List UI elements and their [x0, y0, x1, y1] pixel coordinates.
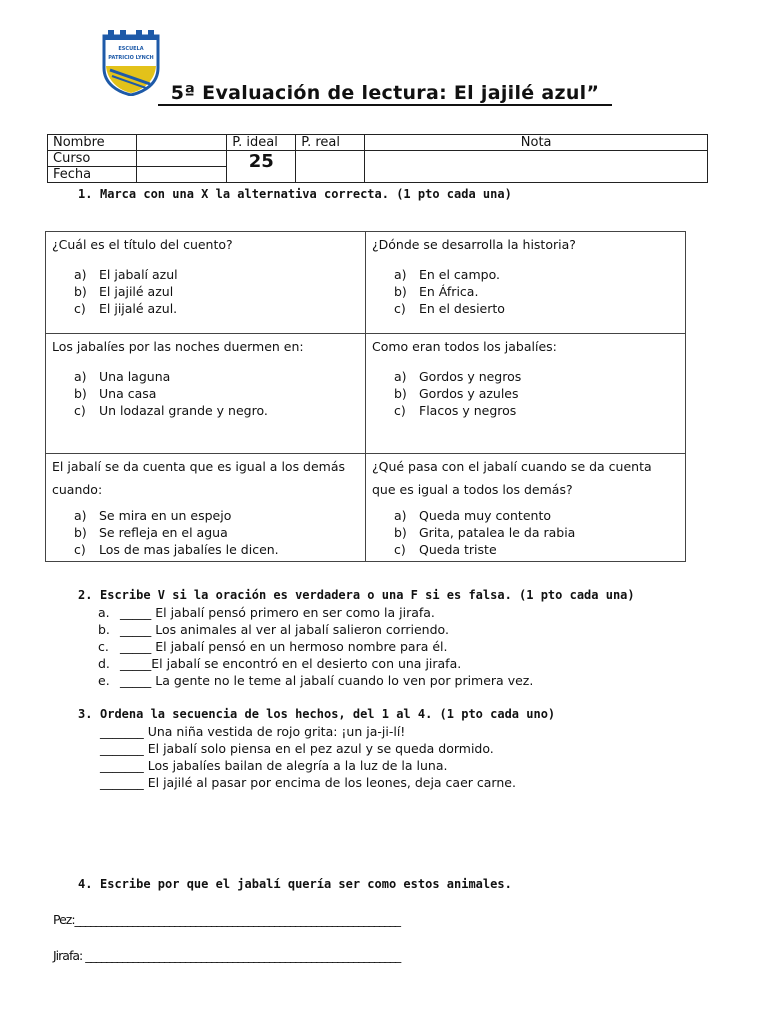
fecha-field[interactable] [137, 167, 227, 183]
pez-answer-line[interactable]: Pez:______________________________________________________________ [53, 912, 401, 927]
question-text: ¿Dónde se desarrolla la historia? [372, 237, 576, 252]
list-item[interactable]: _______ El jajilé al pasar por encima de los leones, deja caer carne. [100, 775, 516, 790]
option[interactable]: c) En el desierto [394, 301, 505, 316]
true-false-list [98, 604, 533, 689]
option[interactable]: b) El jajilé azul [74, 284, 174, 299]
option[interactable]: c) Queda triste [394, 542, 497, 557]
label-fecha: Fecha [48, 167, 137, 183]
option[interactable]: c) El jijalé azul. [74, 301, 178, 316]
option[interactable]: a) Se mira en un espejo [74, 508, 232, 523]
question-text: Los jabalíes por las noches duermen en: [52, 339, 304, 354]
curso-field[interactable] [137, 151, 227, 167]
student-info-table [47, 134, 708, 183]
section-1-text: Marca con una X la alternativa correcta. (1 pto cada una) [100, 187, 512, 201]
list-item[interactable]: d. _____El jabalí se encontró en el desierto con una jirafa. [98, 656, 462, 671]
question-text: ¿Cuál es el título del cuento? [52, 237, 233, 252]
section-1-heading [78, 187, 512, 201]
option[interactable]: a) Gordos y negros [394, 369, 522, 384]
real-score-field[interactable] [296, 151, 365, 183]
list-item[interactable]: _______ Una niña vestida de rojo grita: ¡un ja-ji-lí! [100, 724, 406, 739]
option[interactable]: b) Gordos y azules [394, 386, 519, 401]
option[interactable]: b) Se refleja en el agua [74, 525, 228, 540]
section-2-number: 2. [78, 588, 93, 602]
option[interactable]: a) Una laguna [74, 369, 171, 384]
question-text: El jabalí se da cuenta que es igual a los demás cuando: [52, 459, 346, 497]
section-2-heading [78, 588, 635, 602]
option[interactable]: c) Los de mas jabalíes le dicen. [74, 542, 279, 557]
question-cell [366, 334, 686, 454]
section-4-number: 4. [78, 877, 93, 891]
option[interactable]: b) Una casa [74, 386, 157, 401]
question-cell [46, 232, 366, 334]
section-3-text: Ordena la secuencia de los hechos, del 1 al 4. (1 pto cada uno) [100, 707, 556, 721]
section-3-number: 3. [78, 707, 93, 721]
option[interactable]: a) El jabalí azul [74, 267, 178, 282]
label-nota: Nota [365, 135, 708, 151]
section-4-text: Escribe por que el jabalí quería ser como estos animales. [100, 877, 512, 891]
label-nombre: Nombre [48, 135, 137, 151]
option[interactable]: b) En África. [394, 284, 479, 299]
option[interactable]: c) Un lodazal grande y negro. [74, 403, 268, 418]
label-curso: Curso [48, 151, 137, 167]
section-2-text: Escribe V si la oración es verdadera o una F si es falsa. (1 pto cada una) [100, 588, 635, 602]
option[interactable]: b) Grita, patalea le da rabia [394, 525, 576, 540]
list-item[interactable]: _______ El jabalí solo piensa en el pez azul y se queda dormido. [100, 741, 494, 756]
question-text: ¿Qué pasa con el jabalí cuando se da cuenta que es igual a todos los demás? [372, 459, 652, 497]
question-cell [46, 334, 366, 454]
list-item[interactable]: c. _____ El jabalí pensó en un hermoso nombre para él. [98, 639, 448, 654]
school-logo-shield [100, 30, 162, 96]
section-3-heading [78, 707, 555, 721]
label-p-ideal: P. ideal [227, 135, 296, 151]
question-text: Como eran todos los jabalíes: [372, 339, 557, 354]
list-item[interactable]: b. _____ Los animales al ver al jabalí salieron corriendo. [98, 622, 449, 637]
label-p-real: P. real [296, 135, 365, 151]
list-item[interactable]: _______ Los jabalíes bailan de alegría a la luz de la luna. [100, 758, 448, 773]
ideal-score: 25 [227, 151, 296, 183]
jirafa-answer-line[interactable]: Jirafa: ____________________________________________________________ [53, 948, 401, 963]
nombre-field[interactable] [137, 135, 227, 151]
list-item[interactable]: a. _____ El jabalí pensó primero en ser como la jirafa. [98, 605, 435, 620]
option[interactable]: a) Queda muy contento [394, 508, 551, 523]
sequence-list [100, 723, 516, 791]
option[interactable]: c) Flacos y negros [394, 403, 517, 418]
nota-field[interactable] [365, 151, 708, 183]
multiple-choice-grid [45, 231, 686, 562]
logo-top-text: ESCUELA [118, 46, 144, 52]
question-cell [366, 232, 686, 334]
question-cell [366, 454, 686, 562]
list-item[interactable]: e. _____ La gente no le teme al jabalí cuando lo ven por primera vez. [98, 673, 534, 688]
page-title: 5ª Evaluación de lectura: El jajilé azul” [158, 82, 612, 106]
section-1-number: 1. [78, 187, 93, 201]
question-cell [46, 454, 366, 562]
section-4-heading [78, 877, 512, 891]
option[interactable]: a) En el campo. [394, 267, 500, 282]
logo-name-text: PATRICIO LYNCH [108, 55, 154, 61]
